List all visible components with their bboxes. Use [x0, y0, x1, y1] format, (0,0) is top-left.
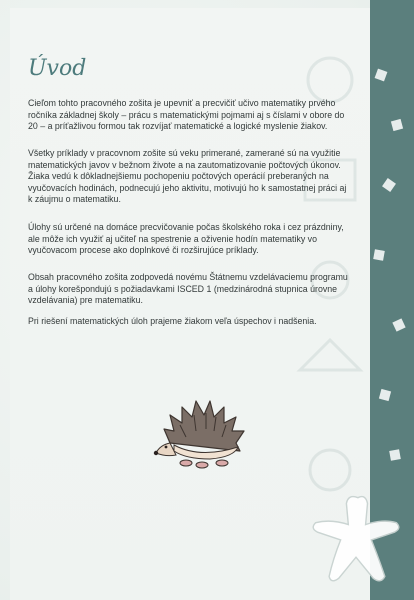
- star-figure-logo: [308, 490, 404, 586]
- intro-paragraph-1: Cieľom tohto pracovného zošita je upevniť a precvičiť učivo matematiky prvého ročníka základnej školy – prácu s matematickými pojmami aj s číslami v obore do 20 – a príťažlivou formou tak rozvíjať matematické a logické myslenie žiakov.: [28, 98, 345, 131]
- hedgehog-illustration: [150, 385, 250, 477]
- intro-paragraph-4: Obsah pracovného zošita zodpovedá novému Štátnemu vzdelávaciemu programu a úlohy korešpondujú s požiadavkami ISCED 1 (medzinárodná stupnica úrovne vzdelávania) pre matematiku.: [28, 272, 348, 305]
- intro-paragraph-2: Všetky príklady v pracovnom zošite sú veku primerané, zamerané sú na využitie matematických javov v bežnom živote a na zautomatizovanie počtových úkonov. Žiaka vedú k dôkladnejšiemu pochopeniu počtových operácií preberaných na vyučovacích hodinách, podnecujú jeho aktivitu, motivujú ho k samostatnej práci aj k záujmu o matematiku.: [28, 148, 347, 204]
- intro-paragraph-5: Pri riešení matematických úloh prajeme žiakom veľa úspechov i nadšenia.: [28, 316, 317, 326]
- page-title: Úvod: [28, 56, 87, 81]
- intro-paragraph-3: Úlohy sú určené na domáce precvičovanie počas školského roka i cez prázdniny, ale môže ich využiť aj učiteľ na spestrenie a oživenie hodín matematiky vo vyučovacom procese ako doplnkové či rozširujúce príklady.: [28, 222, 344, 255]
